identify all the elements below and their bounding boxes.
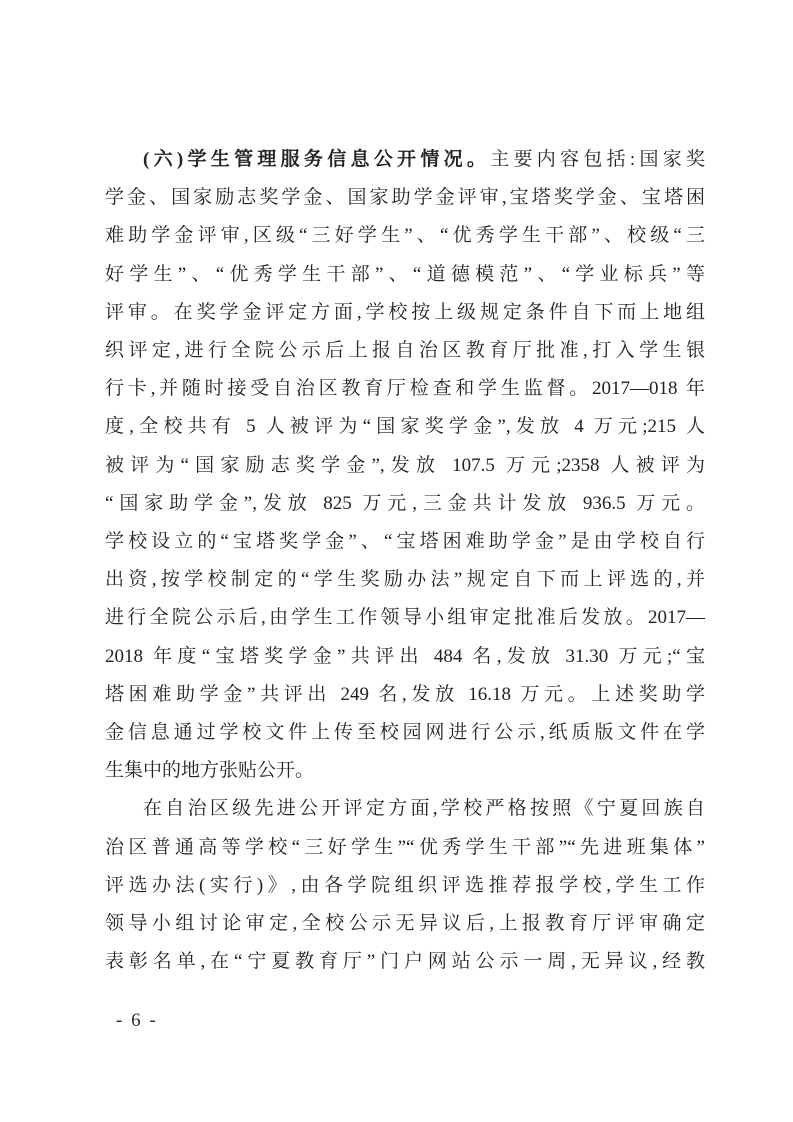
text-run: 评选办法(实行)》,由各学院组织评选推荐报学校,学生工作 <box>105 874 705 896</box>
text-line <box>105 790 705 828</box>
text-line <box>105 523 705 561</box>
text-run: 织评定,进行全院公示后上报自治区教育厅批准,打入学生银 <box>105 340 705 362</box>
page-number: - 6 - <box>116 1010 158 1031</box>
text-run: 金信息通过学校文件上传至校园网进行公示,纸质版文件在学 <box>105 722 705 744</box>
text-line <box>105 561 705 599</box>
text-run: 在自治区级先进公开评定方面,学校严格按照《宁夏回族自 <box>143 798 705 820</box>
text-line <box>105 943 705 981</box>
text-run: 治区普通高等学校“三好学生”“优秀学生干部”“先进班集体” <box>105 836 705 858</box>
text-run: 学校设立的“宝塔奖学金”、“宝塔困难助学金”是由学校自行 <box>105 531 705 553</box>
text-run: 行卡,并随时接受自治区教育厅检查和学生监督。2017—018 年 <box>105 378 705 400</box>
section-heading: (六)学生管理服务信息公开情况。 <box>143 149 491 170</box>
text-run: 进行全院公示后,由学生工作领导小组审定批准后发放。2017— <box>105 607 705 629</box>
text-line <box>105 829 705 867</box>
text-line <box>105 217 705 255</box>
text-line <box>105 179 705 217</box>
text-line <box>105 714 705 752</box>
text-line <box>105 332 705 370</box>
text-run: 评审。在奖学金评定方面,学校按上级规定条件自下而上地组 <box>105 301 705 323</box>
text-run: “国家助学金”,发放 825 万元,三金共计发放 936.5 万元。 <box>105 492 705 514</box>
text-line <box>105 447 705 485</box>
text-line <box>105 599 705 637</box>
text-line <box>105 905 705 943</box>
text-line <box>105 638 705 676</box>
text-run: 表彰名单,在“宁夏教育厅”门户网站公示一周,无异议,经教 <box>105 951 705 973</box>
document-body <box>105 141 705 981</box>
text-run: 主要内容包括:国家奖 <box>490 149 706 170</box>
text-line <box>105 370 705 408</box>
text-run: 度,全校共有 5 人被评为“国家奖学金”,发放 4 万元;215 人 <box>105 416 705 438</box>
text-run: 难助学金评审,区级“三好学生”、“优秀学生干部”、校级“三 <box>105 225 705 247</box>
text-line <box>105 408 705 446</box>
text-run: 塔困难助学金”共评出 249 名,发放 16.18 万元。上述奖助学 <box>105 683 705 705</box>
text-line <box>105 676 705 714</box>
text-line <box>105 752 705 790</box>
text-run: 出资,按学校制定的“学生奖励办法”规定自下而上评选的,并 <box>105 569 705 591</box>
text-run: 2018 年度“宝塔奖学金”共评出 484 名,发放 31.30 万元;“宝 <box>105 645 705 667</box>
text-run: 学金、国家励志奖学金、国家助学金评审,宝塔奖学金、宝塔困 <box>105 187 705 209</box>
text-run: 被评为“国家励志奖学金”,发放 107.5 万元;2358 人被评为 <box>105 454 705 476</box>
text-line <box>105 141 705 179</box>
text-line <box>105 867 705 905</box>
text-line <box>105 294 705 332</box>
text-run: 好学生”、“优秀学生干部”、“道德模范”、“学业标兵”等 <box>105 263 705 285</box>
text-run: 领导小组讨论审定,全校公示无异议后,上报教育厅评审确定 <box>105 913 705 935</box>
text-line <box>105 485 705 523</box>
text-line <box>105 256 705 294</box>
text-run: 生集中的地方张贴公开。 <box>105 760 315 782</box>
